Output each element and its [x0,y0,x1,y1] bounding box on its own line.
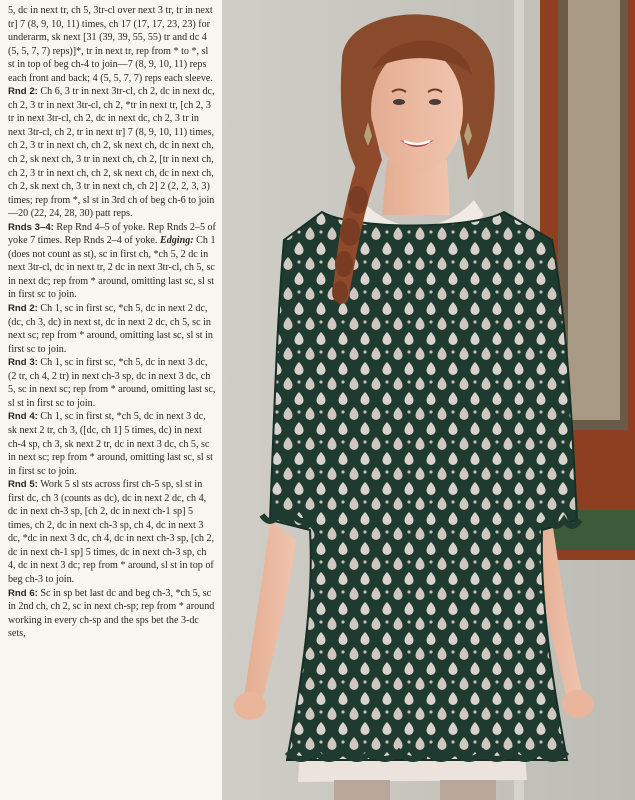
paragraph-text: Ch 6, 3 tr in next 3tr-cl, ch 2, dc in next dc, ch 2, 3 tr in next 3tr-cl, ch 2, *tr in next tr, [ch 2, 3 tr in next 3tr-cl, ch 2, dc in next dc, ch 2, 3 tr in next 3tr-cl, ch 2, tr in next tr] 7 (8, 9, 10, 11) times, ch 2, 3 tr in next ch, ch 2, sk next ch, dc in next ch, ch 2, sk next ch, 3 tr in next ch, ch 2, [tr in next ch, ch 2, 3 tr in next ch, ch 2, sk next ch, dc in next ch, ch 2, sk next ch, 3 tr in next ch, ch 2] 2 (2, 2, 3, 3) times; rep from *, sl st in 3rd ch of beg ch-6 to join—20 (22, 24, 28, 30) patt reps. [8,86,215,220]
crochet-tunic [270,212,577,760]
paragraph-text: Ch 1, sc in first sc, *ch 5, dc in next 2 dc, (dc, ch 3, dc) in next st, dc in next 2 dc, ch 5, sc in next sc; rep from * around, omitting last sc, sl st in first sc to join. [8,303,213,355]
round-label: Rnd 4: [8,411,38,423]
face [371,48,463,172]
photo-illustration [222,0,635,800]
pattern-instructions-column [0,0,222,800]
pattern-paragraph-edging-rnd-3 [8,356,216,410]
round-label: Rnd 5: [8,479,38,491]
round-label: Rnd 2: [8,86,38,98]
pattern-paragraph-edging-rnd-6 [8,587,216,641]
round-label: Rnd 3: [8,357,38,369]
pattern-paragraph-rnds-3-4 [8,221,216,302]
pattern-paragraph-edging-rnd-4 [8,410,216,478]
paragraph-text: Sc in sp bet last dc and beg ch-3, *ch 5, sc in 2nd ch, ch 2, sc in next ch-sp; rep from * around working in every ch-sp and the sps bet the 3-dc sets, [8,587,215,640]
pattern-paragraph-yoke-end [8,4,216,85]
paragraph-text: Rep Rnd 4–5 of yoke. Rep Rnds 2–5 of yoke 7 times. Rep Rnds 2–4 of yoke. [8,221,216,247]
paragraph-text: 5, dc in next tr, ch 5, 3tr-cl over next 3 tr, tr in next tr] 7 (8, 9, 10, 11) times, ch 17 (17, 17, 23, 23) for underarm, sk next [31 (39, 39, 55, 55) tr and dc 4 (5, 5, 7, 7) reps)]*, tr in next tr, rep from * to *, sl st in top of beg ch-4 to join—7 (8, 9, 10, 11) reps each front and back; 4 (5, 5, 7, 7) reps each sleeve. [8,5,213,84]
round-label: Rnd 2: [8,303,38,315]
edging-label: Edging: [159,235,194,247]
paragraph-text: Ch 1, sc in first sc, *ch 5, dc in next 3 dc, (2 tr, ch 4, 2 tr) in next ch-3 sp, dc in next 3 dc, ch 5, sc in next sc; rep from * around, omitting last sc, sl st in first sc to join. [8,357,216,409]
round-label: Rnd 6: [8,587,38,599]
pattern-paragraph-rnd-2 [8,85,216,220]
paragraph-text: Ch 1, sc in first st, *ch 5, dc in next 3 dc, sk next 2 tr, ch 3, ([dc, ch 1] 5 times, dc) in next ch-4 sp, ch 3, sk next 2 tr, dc in next 3 dc, ch 5, sc in next sc; rep from * around, omitting last sc, sl st in first sc to join. [8,411,213,477]
pattern-paragraph-edging-rnd-5 [8,478,216,586]
paragraph-text: Ch 1 (does not count as st), sc in first ch, *ch 5, 2 dc in next 3tr-cl, dc in next tr, 2 dc in next 3tr-cl, ch 5, sc in next dc; rep from * around, omitting last sc, sl st in first sc to join. [8,235,216,301]
pattern-paragraph-edging-rnd-2 [8,302,216,356]
round-label: Rnds 3–4: [8,221,54,233]
model-wearing-crochet-tunic-photo [222,0,635,800]
paragraph-text: Work 5 sl sts across first ch-5 sp, sl st in first dc, ch 3 (counts as dc), dc in next 2 dc, ch 4, dc in next ch-3 sp, [ch 2, dc in next ch-1 sp] 5 times, ch 2, dc in next ch-3 sp, ch 4, dc in next 3 dc, *dc in next 3 dc, ch 4, dc in next ch-3 sp, [ch 2, dc in next ch-1 sp] 5 times, dc in next ch-3 sp, ch 4, dc in next 3 dc; rep from * around, sl st in top of beg ch-3 to join. [8,479,215,585]
